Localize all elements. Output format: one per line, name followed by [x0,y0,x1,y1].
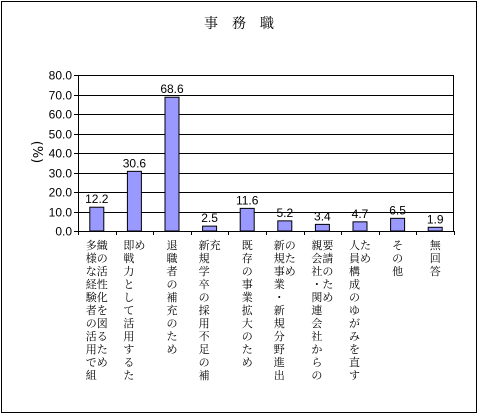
data-label: 2.5 [201,211,218,226]
x-tick-label: 要請のため [322,239,334,304]
data-label: 4.7 [351,206,369,221]
y-axis-label: (%) [29,140,44,164]
data-label: 1.9 [426,212,444,227]
x-tick-label: め [134,239,146,252]
chart-frame [1,1,477,413]
x-tick-label: 無回答 [429,239,441,278]
x-tick-label: その他 [392,239,404,278]
x-tick-label: 既存の事業拡大のため [241,239,253,369]
x-tick-label: ため [360,239,371,265]
x-tick-label: 退職者の補充のため [166,239,178,356]
bar [315,224,329,231]
bar [353,222,367,231]
bar-chart [2,2,476,412]
bar [240,208,254,231]
chart-title: 事 務 職 [204,16,274,32]
y-tick-label: 10.0 [48,205,72,220]
x-tick-label: のため [284,239,296,278]
bar [428,227,442,231]
data-label: 68.6 [160,82,184,97]
x-tick-label: 親会社・関連会社からの [311,239,323,382]
y-tick-label: 80.0 [48,68,72,83]
bar [165,97,179,231]
y-tick-label: 20.0 [48,185,72,200]
bar [391,218,405,231]
bar [90,207,104,231]
bar [127,171,141,231]
x-tick-label: 人員構成のゆがみを直す [349,239,360,382]
data-label: 30.6 [122,156,147,171]
x-tick-label: 織の活性化を図るため [96,239,108,369]
y-tick-label: 50.0 [48,127,72,142]
x-tick-label: 多様な経験者の活用で組 [85,239,97,382]
bar [203,226,217,231]
data-label: 5.2 [276,205,294,220]
data-label: 11.6 [235,193,259,208]
data-label: 3.4 [314,209,331,224]
x-tick-label: 即戦力として活用するた [123,239,135,382]
bar [278,221,292,231]
y-tick-label: 40.0 [48,146,72,161]
data-label: 6.5 [389,203,406,218]
y-tick-label: 70.0 [48,88,72,103]
y-tick-label: 60.0 [48,107,72,122]
y-tick-label: 30.0 [48,166,72,181]
plot-area [49,69,455,383]
x-tick-label: 新規事業・新規分野進出 [273,239,285,382]
x-tick-label: 充 [209,239,221,252]
x-tick-label: 新規学卒の採用不足の補 [198,239,210,382]
data-label: 12.2 [85,192,109,207]
y-tick-label: 0.0 [55,224,72,239]
